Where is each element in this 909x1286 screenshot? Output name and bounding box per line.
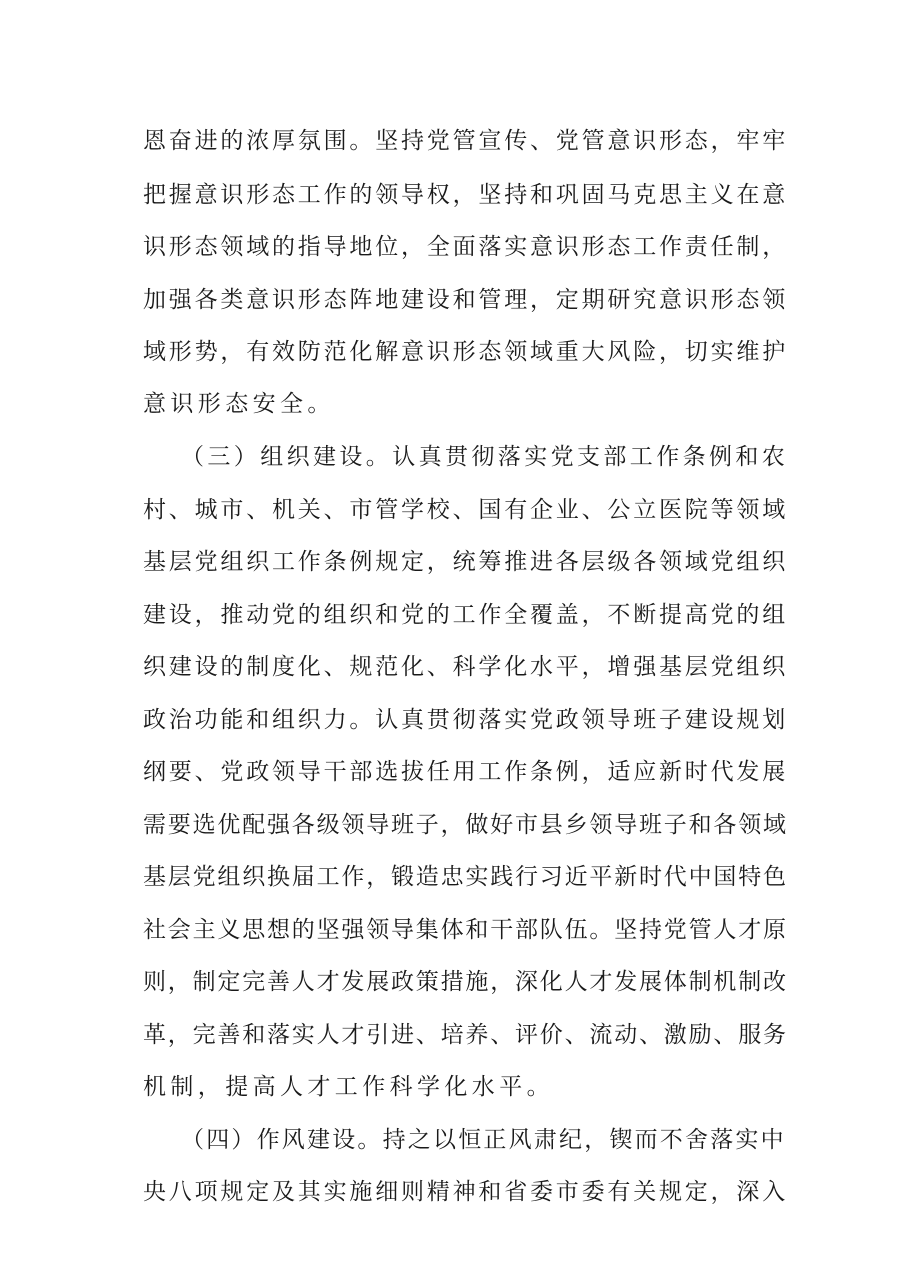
text-line: 则，制定完善人才发展政策措施，深化人才发展体制机制改 <box>143 969 788 995</box>
text-line: 基层党组织换届工作，锻造忠实践行习近平新时代中国特色 <box>143 864 788 890</box>
text-line: 织建设的制度化、规范化、科学化水平，增强基层党组织 <box>143 654 788 680</box>
text-line: 加强各类意识形态阵地建设和管理，定期研究意识形态领 <box>143 287 788 313</box>
text-line: 意识形态安全。 <box>143 391 335 417</box>
text-line: 社会主义思想的坚强领导集体和干部队伍。坚持党管人才原 <box>143 917 788 943</box>
text-line: 机制，提高人才工作科学化水平。 <box>143 1074 554 1100</box>
section-heading-line: （三）组织建设。认真贯彻落实党支部工作条例和农 <box>181 444 789 470</box>
text-line: 纲要、党政领导干部选拔任用工作条例，适应新时代发展 <box>143 759 788 785</box>
text-line: 央八项规定及其实施细则精神和省委市委有关规定，深入 <box>143 1179 788 1205</box>
section-heading-line: （四）作风建设。持之以恒正风肃纪，锲而不舍落实中 <box>181 1127 786 1153</box>
text-line: 基层党组织工作条例规定，统筹推进各层级各领域党组织 <box>143 549 788 575</box>
text-line: 建设，推动党的组织和党的工作全覆盖，不断提高党的组 <box>143 602 788 628</box>
text-line: 域形势，有效防范化解意识形态领域重大风险，切实维护 <box>143 339 788 365</box>
text-line: 政治功能和组织力。认真贯彻落实党政领导班子建设规划 <box>143 707 788 733</box>
text-line: 村、城市、机关、市管学校、国有企业、公立医院等领域 <box>143 497 788 523</box>
text-line: 把握意识形态工作的领导权，坚持和巩固马克思主义在意 <box>143 182 788 208</box>
text-line: 革，完善和落实人才引进、培养、评价、流动、激励、服务 <box>143 1022 788 1048</box>
text-line: 识形态领域的指导地位，全面落实意识形态工作责任制， <box>143 234 788 260</box>
text-line: 恩奋进的浓厚氛围。坚持党管宣传、党管意识形态，牢牢 <box>143 128 788 154</box>
text-line: 需要选优配强各级领导班子，做好市县乡领导班子和各领域 <box>143 812 788 838</box>
